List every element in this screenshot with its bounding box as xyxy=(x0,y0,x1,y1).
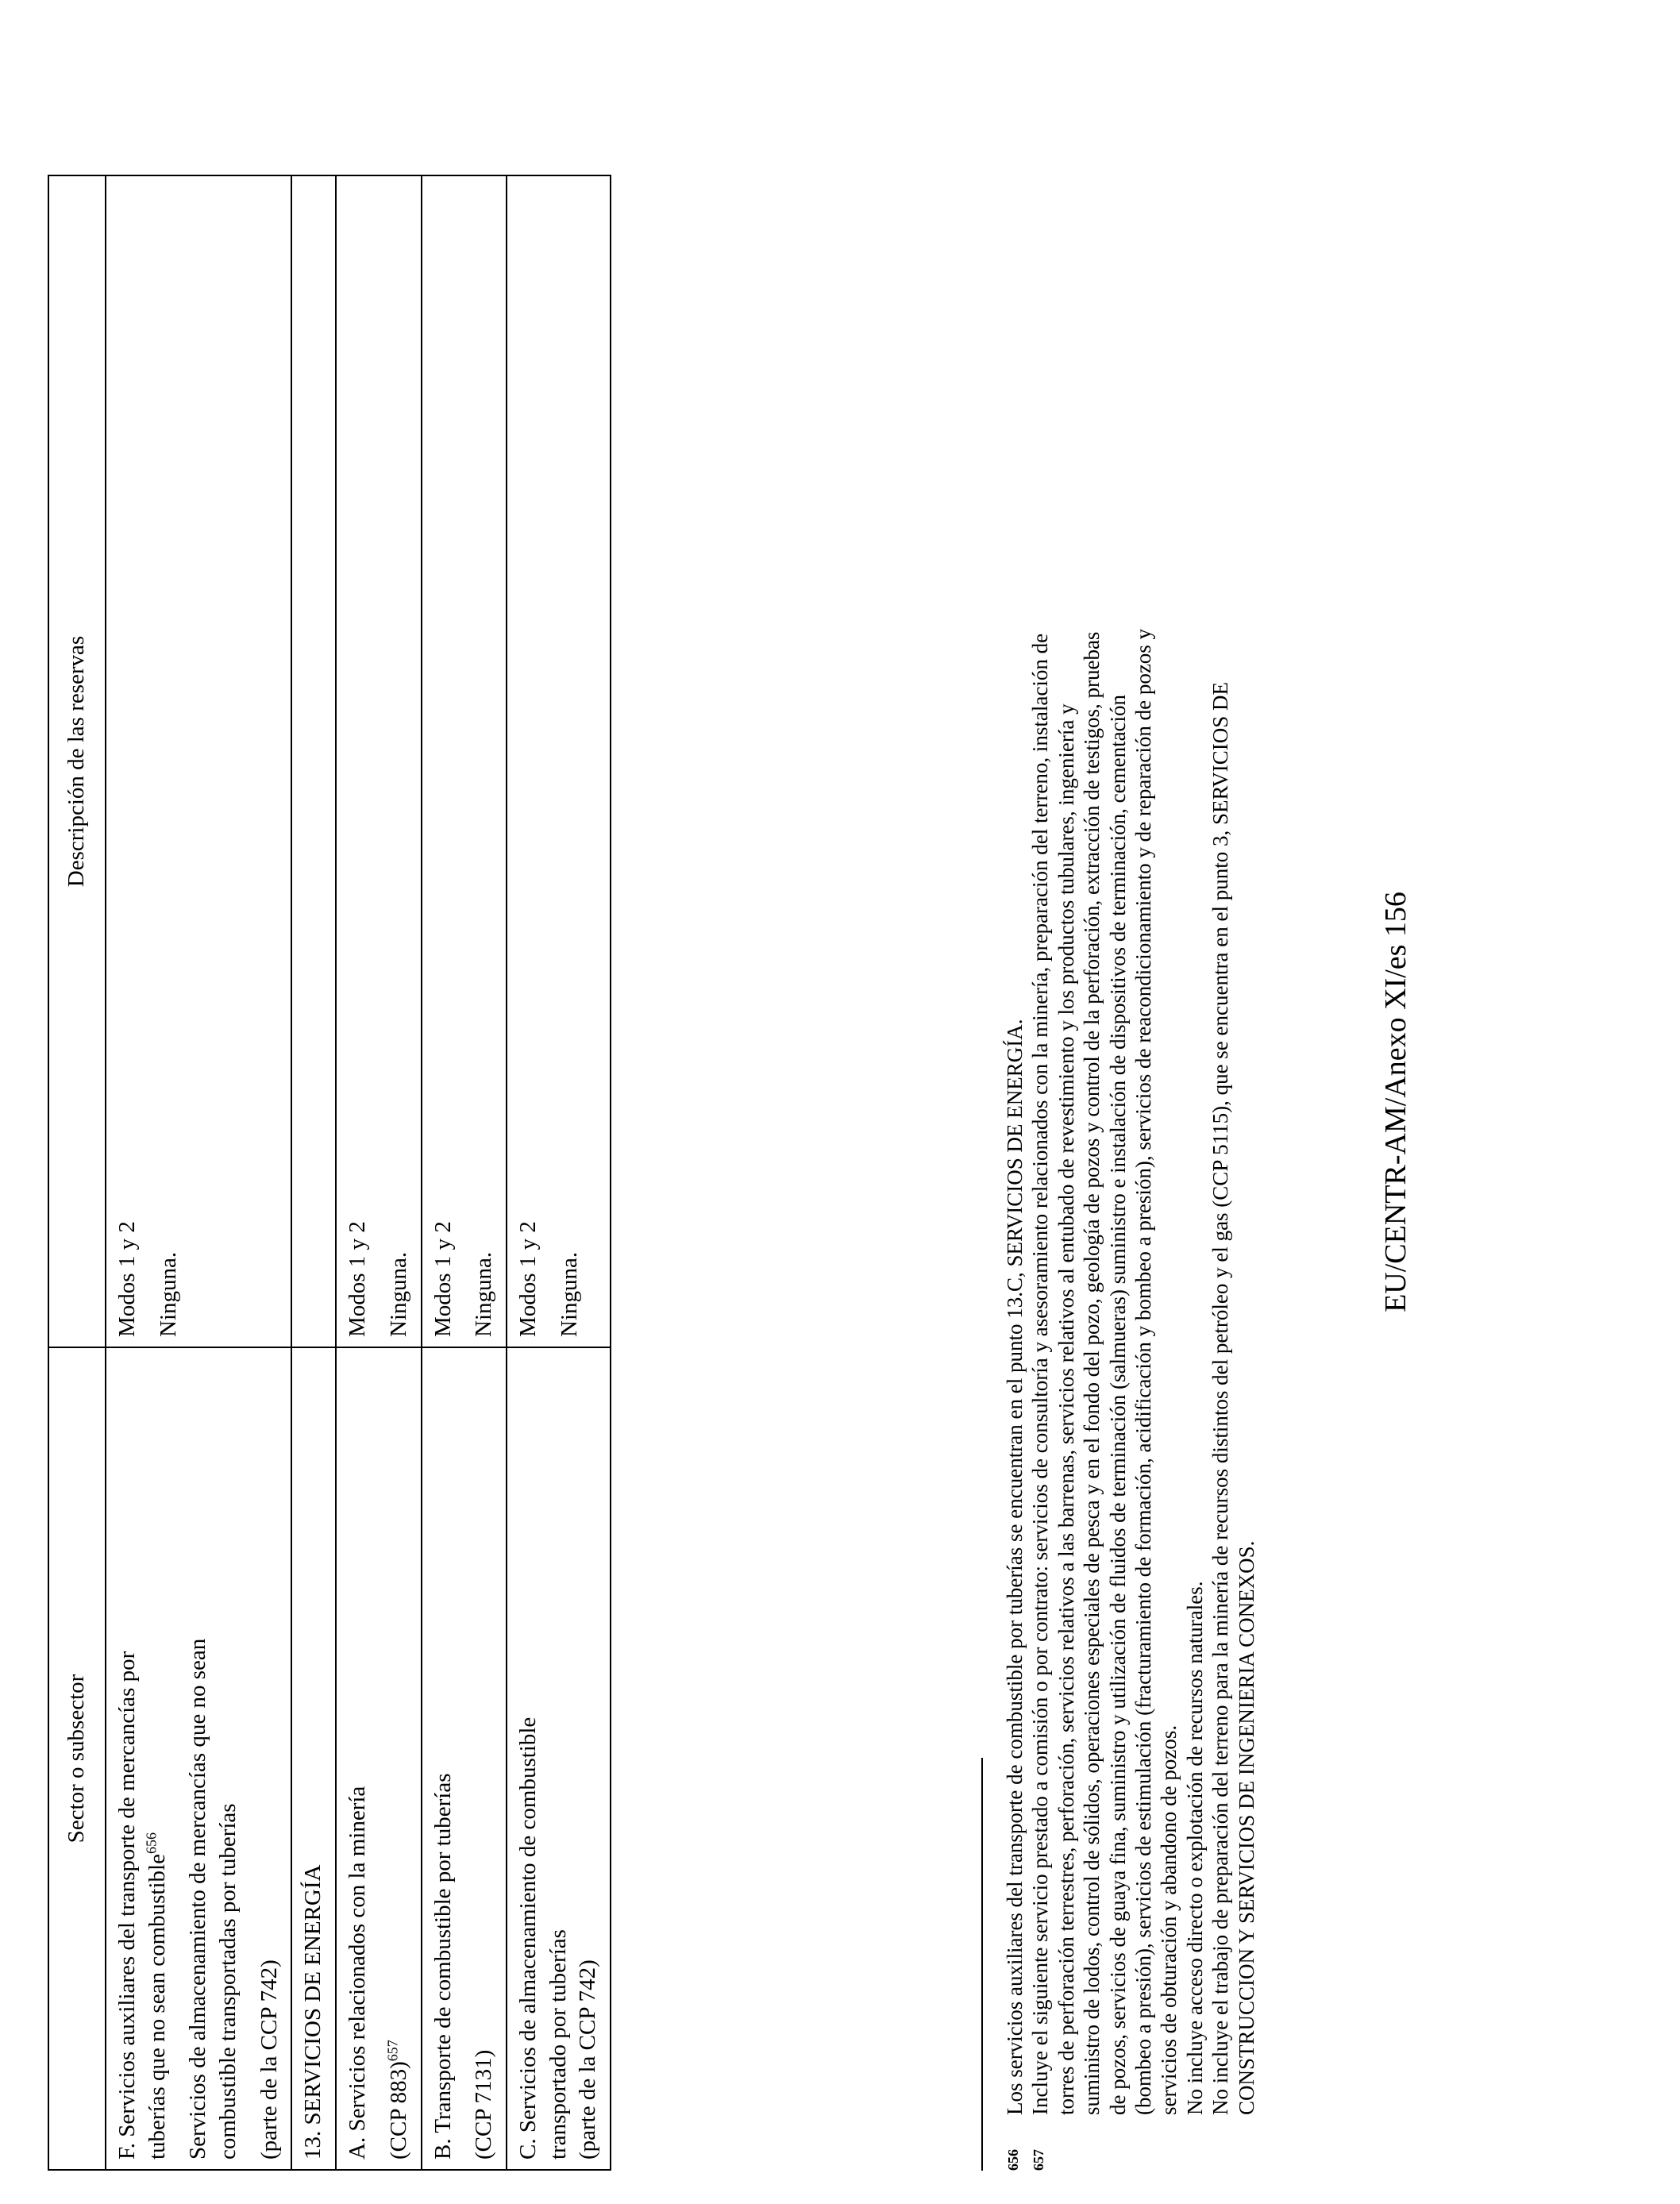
table-header-row xyxy=(48,175,106,2170)
row-a-line2-wrap xyxy=(384,1358,414,2160)
footnote-ref-657: 657 xyxy=(384,2040,401,2062)
row-c-line3: (parte de la CCP 742) xyxy=(575,1959,601,2160)
section-row xyxy=(291,175,336,2170)
footnote-ref-656: 656 xyxy=(143,1832,160,1855)
reservations-table xyxy=(48,175,611,2171)
row-a-reservation: Ninguna. xyxy=(385,1251,411,1337)
sector-cell-c xyxy=(507,1347,611,2170)
row-f-line5: (parte de la CCP 742) xyxy=(256,1959,282,2160)
sector-cell-a xyxy=(336,1347,421,2170)
row-f-line2: tuberías que no sean combustible xyxy=(144,1854,170,2160)
footnote-number: 657 xyxy=(1031,2149,1047,2171)
desc-cell-c xyxy=(507,175,611,1347)
footnote-line: CONSTRUCCION Y SERVICIOS DE INGENIERIA CONEXOS. xyxy=(1234,1540,1258,2115)
footnote-line: de pozos, servicios de guaya fina, suministro y utilización de fluidos de terminación (salmueras) suministro e instalación de dispositivos de terminación, cementación xyxy=(1105,694,1130,2115)
page-footer: EU/CENTR-AM/Anexo XI/es 156 xyxy=(1379,892,1412,1312)
row-c-line1: C. Servicios de almacenamiento de combustible xyxy=(514,1717,541,2160)
footnote-line: (bombeo a presión), servicios de estimulación (fracturamiento de formación, acidificación y bombeo a presión), servicios de reacondicionamiento y de reparación de pozos y xyxy=(1131,628,1155,2115)
footnote-number: 656 xyxy=(1005,2149,1021,2171)
row-c-reservation: Ninguna. xyxy=(556,1251,582,1337)
footnote-text xyxy=(1027,27,1259,2115)
row-b-line2: (CCP 7131) xyxy=(471,2049,497,2160)
row-f-modes: Modos 1 y 2 xyxy=(114,1221,140,1337)
sector-cell-b xyxy=(422,1347,507,2170)
header-sector: Sector o subsector xyxy=(48,1347,106,2170)
footnote-separator xyxy=(981,1758,983,2171)
footnote-656 xyxy=(1002,27,1027,2171)
footnotes xyxy=(1002,27,1259,2171)
row-c-line2: transportado por tuberías xyxy=(545,1929,571,2160)
row-b-modes: Modos 1 y 2 xyxy=(430,1221,456,1337)
footnote-line: suministro de lodos, control de sólidos, operaciones especiales de pesca y en el fondo del pozo, geología de pozos y control de la perforación, extracción de testigos, pruebas xyxy=(1080,631,1104,2115)
row-a-modes: Modos 1 y 2 xyxy=(345,1221,371,1337)
footnote-line: No incluye acceso directo o explotación de recursos naturales. xyxy=(1182,1581,1207,2115)
row-f-line1: F. Servicios auxiliares del transporte de mercancías por xyxy=(114,1651,140,2160)
footnote-line: servicios de obturación y abandono de pozos. xyxy=(1157,1724,1181,2115)
desc-cell-b xyxy=(422,175,507,1347)
row-b-reservation: Ninguna. xyxy=(471,1251,497,1337)
footnote-657 xyxy=(1027,27,1259,2171)
table-row xyxy=(507,175,611,2170)
row-f-line3: Servicios de almacenamiento de mercancías que no sean xyxy=(185,1638,211,2160)
section-13-title: 13. SERVICIOS DE ENERGÍA xyxy=(291,1347,336,2170)
desc-cell-a xyxy=(336,175,421,1347)
table-row xyxy=(422,175,507,2170)
section-13-blank xyxy=(291,175,336,1347)
row-a-line2: (CCP 883) xyxy=(385,2061,411,2160)
sector-cell-f xyxy=(106,1347,291,2170)
header-description: Descripción de las reservas xyxy=(48,175,106,1347)
footnote-text: Los servicios auxiliares del transporte de combustible por tuberías se encuentran en el punto 13.C, SERVICIOS DE ENERGÍA. xyxy=(1003,1019,1027,2115)
footnote-line: Incluye el siguiente servicio prestado a comisión o por contrato: servicios de consultoría y asesoramiento relacionados con la minería, preparación del terreno, instalación de xyxy=(1028,633,1053,2115)
row-b-line1: B. Transporte de combustible por tuberías xyxy=(430,1773,456,2160)
desc-cell-f xyxy=(106,175,291,1347)
footnote-line: torres de perforación terrestres, perforación, servicios relativos a las barrenas, servicios relativos al entubado de revestimiento y los productos tubulares, ingeniería y xyxy=(1054,703,1078,2115)
row-f-line2-wrap xyxy=(143,1358,173,2160)
row-f-reservation: Ninguna. xyxy=(155,1251,181,1337)
row-a-line1: A. Servicios relacionados con la minería xyxy=(345,1786,371,2160)
footnote-line: No incluye el trabajo de preparación del terreno para la minería de recursos distintos del petróleo y el gas (CCP 5115), que se encuentra en el punto 3, SERVICIOS DE xyxy=(1208,681,1233,2115)
row-f-line4: combustible transportadas por tuberías xyxy=(215,1803,241,2160)
table-row xyxy=(336,175,421,2170)
row-c-modes: Modos 1 y 2 xyxy=(514,1221,541,1337)
table-row xyxy=(106,175,291,2170)
